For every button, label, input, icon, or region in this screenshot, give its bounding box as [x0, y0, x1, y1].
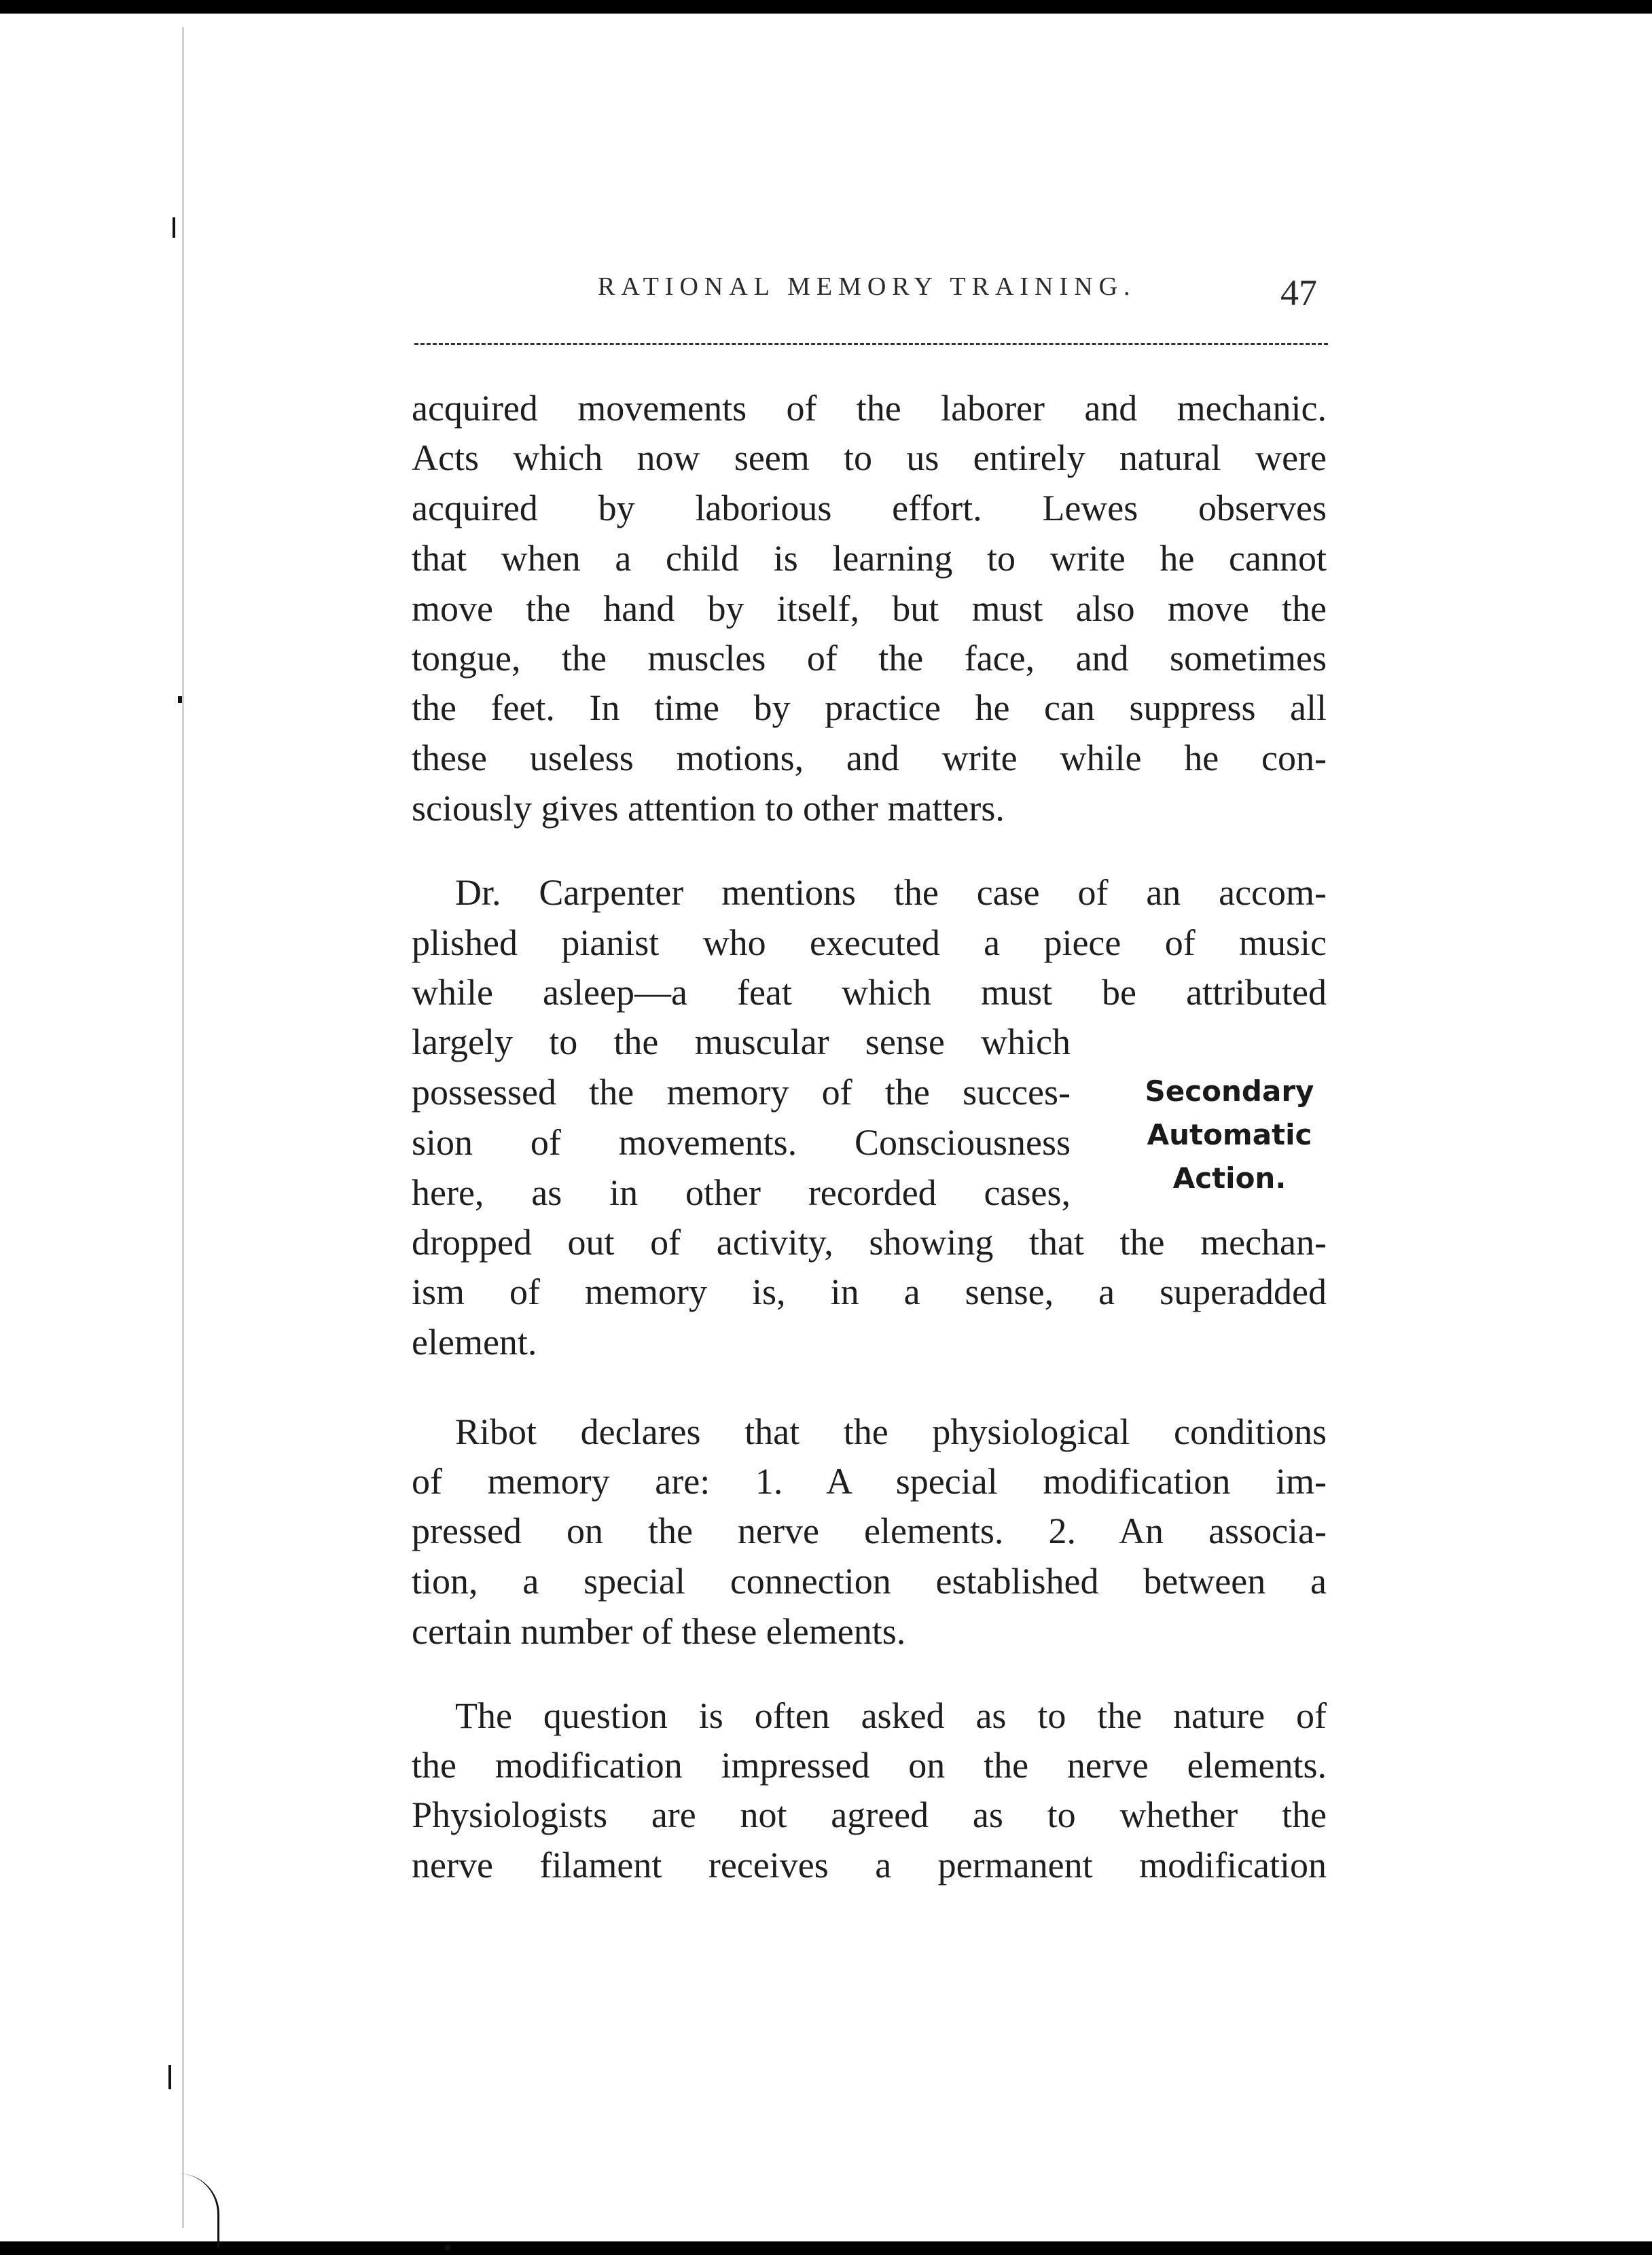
text-line: of memory are: 1. A special modification im- [412, 1461, 1327, 1502]
text-line: move the hand by itself, but must also move the [412, 588, 1327, 629]
text-line: dropped out of activity, showing that the mechan- [412, 1222, 1327, 1263]
page-corner-curl [0, 2173, 219, 2248]
margin-note-line: Automatic [1147, 1118, 1312, 1151]
text-line: pressed on the nerve elements. 2. An associa- [412, 1511, 1327, 1551]
text-line: sciously gives attention to other matters. [412, 788, 1005, 829]
text-line: while asleep—a feat which must be attributed [412, 972, 1327, 1013]
text-line: acquired movements of the laborer and mechanic. [412, 388, 1327, 429]
scan-speck [445, 2245, 450, 2250]
margin-note-line: Secondary [1145, 1075, 1314, 1108]
margin-note-line: Action. [1172, 1161, 1287, 1195]
text-line: nerve filament receives a permanent modification [412, 1845, 1327, 1886]
text-line: certain number of these elements. [412, 1611, 906, 1652]
text-line: the feet. In time by practice he can suppress all [412, 687, 1327, 728]
text-line: possessed the memory of the succes- [412, 1072, 1071, 1113]
text-line: these useless motions, and write while he con- [412, 738, 1327, 778]
text-line: that when a child is learning to write he cannot [412, 538, 1327, 579]
text-line: tongue, the muscles of the face, and sometimes [412, 638, 1327, 679]
text-line: plished pianist who executed a piece of music [412, 922, 1327, 963]
text-line: largely to the muscular sense which [412, 1022, 1071, 1062]
text-line: The question is often asked as to the nature of [455, 1695, 1327, 1736]
text-line: here, as in other recorded cases, [412, 1172, 1071, 1213]
text-line: the modification impressed on the nerve elements. [412, 1745, 1327, 1786]
scan-speck [173, 217, 175, 238]
page-fold-edge [182, 27, 184, 2228]
scan-top-border [0, 0, 1652, 14]
scan-speck [168, 2065, 171, 2089]
text-line: ism of memory is, in a sense, a superadded [412, 1271, 1327, 1312]
text-line: sion of movements. Consciousness [412, 1122, 1071, 1163]
scan-speck [178, 696, 182, 703]
text-line: Acts which now seem to us entirely natural were [412, 437, 1327, 478]
text-line: tion, a special connection established between a [412, 1561, 1327, 1602]
text-line: acquired by laborious effort. Lewes observes [412, 488, 1327, 528]
text-line: element. [412, 1322, 537, 1363]
header-rule [414, 343, 1328, 345]
text-line: Physiologists are not agreed as to whether the [412, 1794, 1327, 1835]
scan-bottom-border [0, 2241, 1652, 2255]
text-line: Ribot declares that the physiological conditions [455, 1411, 1327, 1452]
margin-note [1128, 1070, 1331, 1200]
text-line: Dr. Carpenter mentions the case of an accom- [455, 872, 1327, 913]
page-number: 47 [1280, 272, 1317, 313]
running-head: RATIONAL MEMORY TRAINING. [598, 272, 1136, 301]
